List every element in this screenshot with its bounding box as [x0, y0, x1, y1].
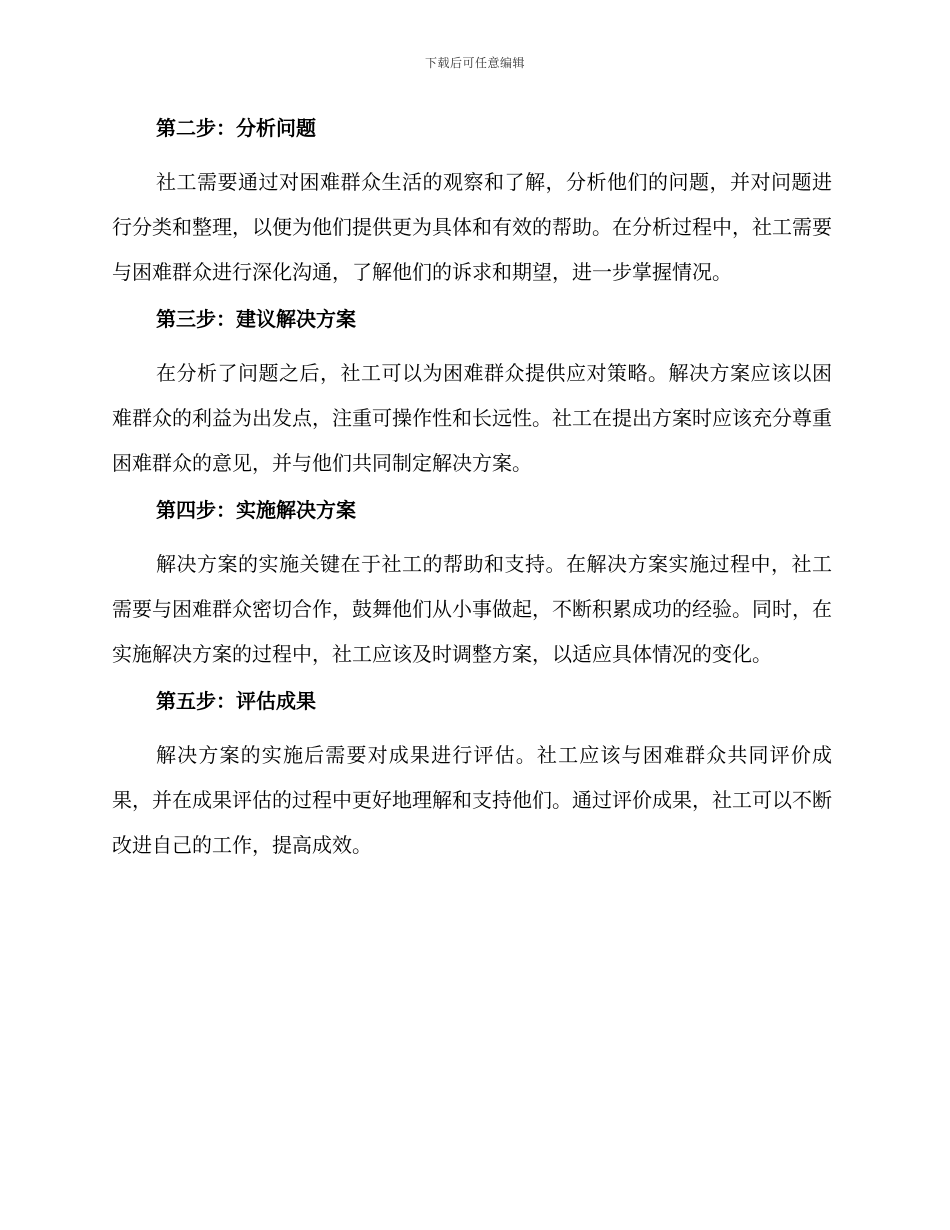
- section-paragraph-step-4: 解决方案的实施关键在于社工的帮助和支持。在解决方案实施过程中，社工需要与困难群众密切合作，鼓舞他们从小事做起，不断积累成功的经验。同时，在实施解决方案的过程中，社工应该及时调整方案，以适应具体情况的变化。: [112, 552, 832, 666]
- section-paragraph-step-2: 社工需要通过对困难群众生活的观察和了解，分析他们的问题，并对问题进行分类和整理，以便为他们提供更为具体和有效的帮助。在分析过程中，社工需要与困难群众进行深化沟通，了解他们的诉求和期望，进一步掌握情况。: [112, 170, 832, 284]
- section-heading-step-5: 第五步：评估成果: [156, 689, 316, 713]
- section-heading-step-2: 第二步：分析问题: [156, 116, 316, 140]
- section-paragraph-step-3: 在分析了问题之后，社工可以为困难群众提供应对策略。解决方案应该以困难群众的利益为出发点，注重可操作性和长远性。社工在提出方案时应该充分尊重困难群众的意见，并与他们共同制定解决方案。: [112, 361, 832, 475]
- section-paragraph-step-5: 解决方案的实施后需要对成果进行评估。社工应该与困难群众共同评价成果，并在成果评估的过程中更好地理解和支持他们。通过评价成果，社工可以不断改进自己的工作，提高成效。: [112, 743, 832, 857]
- page-header: 下载后可任意编辑: [424, 56, 525, 70]
- section-heading-step-4: 第四步：实施解决方案: [156, 498, 356, 522]
- document-body: [112, 112, 832, 876]
- section-heading-step-3: 第三步：建议解决方案: [156, 307, 356, 331]
